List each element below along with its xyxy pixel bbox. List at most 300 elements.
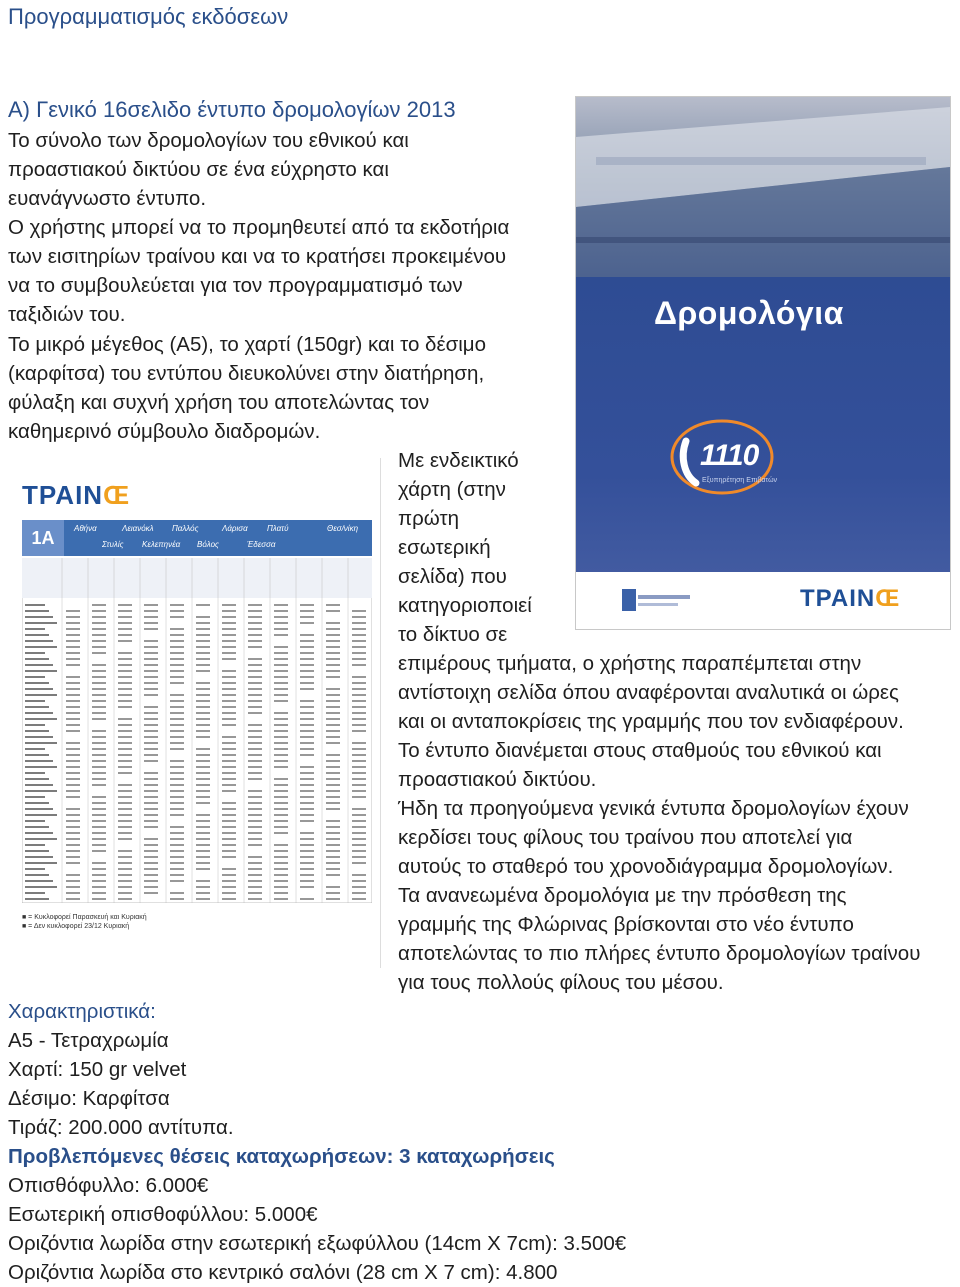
grid-cell-mark	[170, 826, 184, 828]
grid-cell-mark	[170, 670, 184, 672]
grid-row-label-mark	[25, 778, 49, 780]
grid-cell-mark	[222, 718, 236, 720]
grid-row-label-mark	[25, 646, 57, 648]
grid-cell-mark	[248, 616, 262, 618]
grid-cell-mark	[274, 742, 288, 744]
grid-cell-mark	[274, 652, 288, 654]
grid-cell-mark	[300, 874, 314, 876]
grid-cell-mark	[144, 742, 158, 744]
grid-cell-mark	[222, 772, 236, 774]
grid-cell-mark	[352, 820, 366, 822]
grid-cell-mark	[118, 832, 132, 834]
grid-cell-mark	[326, 820, 340, 822]
grid-cell-mark	[352, 694, 366, 696]
grid-cell-mark	[248, 634, 262, 636]
grid-cell-mark	[300, 790, 314, 792]
grid-cell-mark	[300, 670, 314, 672]
grid-cell-mark	[92, 772, 106, 774]
grid-cell-mark	[170, 700, 184, 702]
grid-row-label-mark	[25, 610, 49, 612]
grid-cell-mark	[196, 682, 210, 684]
grid-cell-mark	[144, 790, 158, 792]
grid-cell-mark	[248, 688, 262, 690]
grid-cell-mark	[300, 898, 314, 900]
logo-accent: Œ	[875, 585, 901, 612]
grid-cell-mark	[248, 856, 262, 858]
grid-cell-mark	[248, 700, 262, 702]
grid-cell-mark	[248, 772, 262, 774]
grid-cell-mark	[274, 736, 288, 738]
grid-cell-mark	[170, 868, 184, 870]
grid-cell-mark	[66, 850, 80, 852]
grid-cell-mark	[300, 640, 314, 642]
grid-cell-mark	[66, 634, 80, 636]
grid-cell-mark	[196, 814, 210, 816]
grid-cell-mark	[352, 730, 366, 732]
grid-cell-mark	[222, 652, 236, 654]
grid-cell-mark	[170, 862, 184, 864]
body-line: Τα ανανεωμένα δρομολόγια με την πρόσθεση της	[398, 884, 847, 907]
grid-cell-mark	[144, 694, 158, 696]
grid-cell-mark	[222, 826, 236, 828]
grid-cell-mark	[118, 808, 132, 810]
grid-cell-mark	[274, 670, 288, 672]
trainose-logo	[22, 480, 130, 511]
grid-cell-mark	[66, 862, 80, 864]
grid-cell-mark	[92, 688, 106, 690]
grid-row-label-mark	[25, 898, 49, 900]
timetable-header	[22, 520, 372, 556]
grid-cell-mark	[92, 826, 106, 828]
grid-cell-mark	[92, 760, 106, 762]
station-label: Λάρισα	[222, 524, 248, 533]
grid-cell-mark	[196, 688, 210, 690]
grid-cell-mark	[248, 832, 262, 834]
grid-row-label-mark	[25, 628, 45, 630]
grid-cell-mark	[326, 676, 340, 678]
grid-cell-mark	[144, 784, 158, 786]
cover-trainose-logo	[800, 585, 900, 613]
grid-cell-mark	[352, 766, 366, 768]
grid-cell-mark	[144, 754, 158, 756]
grid-cell-mark	[66, 628, 80, 630]
grid-row-label-mark	[25, 856, 53, 858]
grid-cell-mark	[66, 622, 80, 624]
grid-cell-mark	[170, 766, 184, 768]
grid-cell-mark	[92, 604, 106, 606]
grid-cell-mark	[66, 808, 80, 810]
body-line: ευανάγνωστο έντυπο.	[8, 187, 207, 210]
grid-cell-mark	[170, 742, 184, 744]
grid-cell-mark	[274, 622, 288, 624]
grid-cell-mark	[92, 862, 106, 864]
grid-cell-mark	[352, 640, 366, 642]
body-line: κερδίσει τους φίλους του τραίνου που αποτελεί για	[398, 826, 853, 849]
grid-cell-mark	[118, 892, 132, 894]
grid-cell-mark	[352, 808, 366, 810]
grid-cell-mark	[352, 718, 366, 720]
grid-cell-mark	[300, 850, 314, 852]
body-line: Με ενδεικτικό	[398, 449, 519, 472]
grid-cell-mark	[118, 868, 132, 870]
grid-cell-mark	[66, 772, 80, 774]
body-line: (καρφίτσα) του εντύπου διευκολύνει στην διατήρηση,	[8, 362, 485, 385]
grid-cell-mark	[352, 748, 366, 750]
grid-cell-mark	[222, 886, 236, 888]
grid-cell-mark	[222, 604, 236, 606]
grid-cell-mark	[196, 628, 210, 630]
grid-cell-mark	[144, 874, 158, 876]
grid-cell-mark	[196, 748, 210, 750]
grid-cell-mark	[300, 832, 314, 834]
grid-cell-mark	[196, 766, 210, 768]
grid-cell-mark	[248, 880, 262, 882]
grid-cell-mark	[66, 820, 80, 822]
grid-cell-mark	[118, 898, 132, 900]
grid-cell-mark	[66, 718, 80, 720]
grid-cell-mark	[300, 766, 314, 768]
grid-row-label-mark	[25, 670, 57, 672]
grid-cell-mark	[118, 604, 132, 606]
grid-cell-mark	[196, 868, 210, 870]
grid-cell-mark	[300, 784, 314, 786]
grid-cell-mark	[196, 622, 210, 624]
body-line: Ήδη τα προηγούμενα γενικά έντυπα δρομολογίων έχουν	[398, 797, 909, 820]
grid-cell-mark	[170, 610, 184, 612]
grid-cell-mark	[248, 754, 262, 756]
grid-row-label-mark	[25, 868, 45, 870]
grid-cell-mark	[326, 802, 340, 804]
grid-cell-mark	[66, 826, 80, 828]
grid-cell-mark	[248, 814, 262, 816]
grid-cell-mark	[144, 844, 158, 846]
grid-cell-mark	[92, 616, 106, 618]
grid-cell-mark	[352, 658, 366, 660]
grid-cell-mark	[196, 664, 210, 666]
grid-cell-mark	[196, 718, 210, 720]
grid-cell-mark	[326, 706, 340, 708]
grid-cell-mark	[92, 766, 106, 768]
grid-cell-mark	[170, 784, 184, 786]
grid-cell-mark	[352, 874, 366, 876]
grid-cell-mark	[144, 610, 158, 612]
grid-cell-mark	[144, 886, 158, 888]
grid-cell-mark	[300, 718, 314, 720]
grid-cell-mark	[274, 730, 288, 732]
grid-cell-mark	[118, 634, 132, 636]
grid-cell-mark	[170, 676, 184, 678]
grid-cell-mark	[118, 820, 132, 822]
grid-cell-mark	[144, 736, 158, 738]
grid-cell-mark	[326, 766, 340, 768]
grid-cell-mark	[326, 670, 340, 672]
grid-cell-mark	[326, 664, 340, 666]
grid-cell-mark	[222, 844, 236, 846]
grid-cell-mark	[352, 880, 366, 882]
grid-cell-mark	[300, 682, 314, 684]
grid-row-label-mark	[25, 766, 57, 768]
grid-cell-mark	[196, 616, 210, 618]
grid-cell-mark	[118, 688, 132, 690]
grid-cell-mark	[222, 724, 236, 726]
grid-cell-mark	[248, 760, 262, 762]
grid-cell-mark	[300, 724, 314, 726]
grid-cell-mark	[66, 616, 80, 618]
grid-cell-mark	[352, 700, 366, 702]
grid-cell-mark	[66, 682, 80, 684]
grid-cell-mark	[248, 736, 262, 738]
grid-row-label-mark	[25, 652, 45, 654]
grid-cell-mark	[326, 712, 340, 714]
grid-cell-mark	[170, 652, 184, 654]
grid-cell-mark	[170, 616, 184, 618]
grid-cell-mark	[300, 706, 314, 708]
grid-cell-mark	[222, 838, 236, 840]
grid-row-label-mark	[25, 796, 45, 798]
grid-cell-mark	[274, 712, 288, 714]
grid-cell-mark	[196, 670, 210, 672]
grid-cell-mark	[300, 604, 314, 606]
grid-cell-mark	[248, 682, 262, 684]
station-label: Πλατύ	[267, 524, 289, 533]
grid-cell-mark	[170, 658, 184, 660]
grid-cell-mark	[326, 724, 340, 726]
grid-cell-mark	[274, 850, 288, 852]
body-line: καθημερινό σύμβουλο διαδρομών.	[8, 420, 321, 443]
grid-cell-mark	[66, 688, 80, 690]
grid-cell-mark	[274, 682, 288, 684]
grid-cell-mark	[326, 628, 340, 630]
grid-cell-mark	[222, 874, 236, 876]
grid-cell-mark	[274, 778, 288, 780]
grid-cell-mark	[92, 730, 106, 732]
grid-cell-mark	[274, 796, 288, 798]
grid-cell-mark	[274, 826, 288, 828]
timetable-footnote: ■ = Κυκλοφορεί Παρασκευή και Κυριακή ■ = Δεν κυκλοφορεί 23/12 Κυριακή	[22, 914, 147, 930]
grid-cell-mark	[66, 676, 80, 678]
body-line: γραμμής της Φλώρινας βρίσκονται στο νέο έντυπο	[398, 913, 854, 936]
grid-cell-mark	[92, 784, 106, 786]
grid-cell-mark	[118, 796, 132, 798]
body-line: φύλαξη και συχνή χρήση του αποτελώντας τον	[8, 391, 430, 414]
grid-cell-mark	[300, 658, 314, 660]
grid-cell-mark	[144, 730, 158, 732]
grid-cell-mark	[196, 838, 210, 840]
body-line: για τους πολλούς φίλους του μέσου.	[398, 971, 724, 994]
grid-cell-mark	[352, 844, 366, 846]
grid-cell-mark	[196, 772, 210, 774]
grid-cell-mark	[144, 646, 158, 648]
grid-cell-mark	[352, 856, 366, 858]
grid-cell-mark	[248, 790, 262, 792]
grid-cell-mark	[196, 790, 210, 792]
station-label: Αθήνα	[74, 524, 97, 533]
grid-row-label-mark	[25, 736, 53, 738]
body-line: αυτούς το σταθερό του χρονοδιάγραμμα δρομολογίων.	[398, 855, 894, 878]
grid-cell-mark	[274, 844, 288, 846]
grid-cell-mark	[144, 772, 158, 774]
grid-cell-mark	[196, 634, 210, 636]
grid-cell-mark	[248, 874, 262, 876]
grid-cell-mark	[326, 886, 340, 888]
grid-cell-mark	[300, 838, 314, 840]
grid-cell-mark	[274, 814, 288, 816]
grid-cell-mark	[196, 640, 210, 642]
ad-item: Οπισθόφυλλο: 6.000€	[8, 1174, 209, 1197]
grid-row-label-mark	[25, 604, 45, 606]
grid-cell-mark	[92, 820, 106, 822]
grid-cell-mark	[326, 658, 340, 660]
grid-cell-mark	[144, 652, 158, 654]
grid-cell-mark	[92, 886, 106, 888]
grid-cell-mark	[66, 652, 80, 654]
specs-heading: Χαρακτηριστικά:	[8, 1000, 156, 1023]
grid-row-label-mark	[25, 832, 53, 834]
grid-cell-mark	[274, 688, 288, 690]
grid-cell-mark	[352, 616, 366, 618]
cover-phone-subtitle: Εξυπηρέτηση Επιβατών	[702, 477, 778, 484]
grid-cell-mark	[352, 862, 366, 864]
grid-cell-mark	[326, 688, 340, 690]
grid-cell-mark	[222, 760, 236, 762]
grid-cell-mark	[300, 616, 314, 618]
grid-cell-mark	[170, 628, 184, 630]
grid-row-label-mark	[25, 826, 49, 828]
grid-cell-mark	[196, 736, 210, 738]
grid-cell-mark	[144, 658, 158, 660]
grid-row-label-mark	[25, 808, 53, 810]
grid-cell-mark	[170, 814, 184, 816]
grid-row-label-mark	[25, 850, 49, 852]
body-line: των εισιτηρίων τραίνου και να το κρατήσει προκειμένου	[8, 245, 507, 268]
grid-row-label-mark	[25, 742, 57, 744]
grid-cell-mark	[300, 634, 314, 636]
grid-cell-mark	[66, 664, 80, 666]
grid-cell-mark	[196, 898, 210, 900]
grid-cell-mark	[66, 856, 80, 858]
grid-row-label-mark	[25, 862, 57, 864]
grid-cell-mark	[274, 832, 288, 834]
grid-cell-mark	[118, 874, 132, 876]
grid-cell-mark	[144, 820, 158, 822]
grid-cell-mark	[144, 856, 158, 858]
grid-cell-mark	[300, 742, 314, 744]
grid-cell-mark	[274, 760, 288, 762]
grid-cell-mark	[118, 880, 132, 882]
grid-cell-mark	[66, 754, 80, 756]
spec-item: Α5 - Τετραχρωμία	[8, 1029, 169, 1052]
grid-cell-mark	[352, 778, 366, 780]
ministry-logo-icon	[622, 587, 692, 615]
grid-cell-mark	[274, 634, 288, 636]
grid-cell-mark	[248, 868, 262, 870]
ad-item: Οριζόντια λωρίδα στην εσωτερική εξωφύλλου (14cm X 7cm): 3.500€	[8, 1232, 627, 1255]
grid-row-label-mark	[25, 676, 45, 678]
grid-cell-mark	[170, 838, 184, 840]
body-line: προαστιακού δικτύου.	[398, 768, 597, 791]
grid-cell-mark	[118, 742, 132, 744]
grid-cell-mark	[352, 706, 366, 708]
grid-cell-mark	[92, 670, 106, 672]
grid-cell-mark	[196, 796, 210, 798]
grid-cell-mark	[144, 718, 158, 720]
grid-row-label-mark	[25, 754, 49, 756]
grid-cell-mark	[170, 874, 184, 876]
grid-cell-mark	[326, 736, 340, 738]
station-label: Λειανόκλ	[122, 524, 154, 533]
grid-cell-mark	[300, 652, 314, 654]
grid-cell-mark	[300, 820, 314, 822]
station-label: Έδεσσα	[247, 540, 276, 549]
grid-cell-mark	[92, 610, 106, 612]
grid-cell-mark	[118, 784, 132, 786]
logo-text: ΤΡΑΙΝ	[800, 585, 876, 612]
grid-cell-mark	[326, 862, 340, 864]
grid-cell-mark	[326, 742, 340, 744]
grid-row-label-mark	[25, 682, 49, 684]
grid-cell-mark	[144, 664, 158, 666]
cover-title: Δρομολόγια	[654, 295, 844, 331]
grid-cell-mark	[300, 754, 314, 756]
grid-cell-mark	[66, 892, 80, 894]
grid-cell-mark	[352, 688, 366, 690]
grid-cell-mark	[170, 856, 184, 858]
grid-cell-mark	[144, 628, 158, 630]
grid-cell-mark	[222, 898, 236, 900]
grid-cell-mark	[352, 838, 366, 840]
grid-cell-mark	[144, 622, 158, 624]
grid-cell-mark	[300, 886, 314, 888]
grid-cell-mark	[66, 886, 80, 888]
body-line: σελίδα) που	[398, 565, 507, 588]
grid-cell-mark	[196, 694, 210, 696]
grid-cell-mark	[222, 646, 236, 648]
grid-cell-mark	[92, 646, 106, 648]
grid-cell-mark	[274, 856, 288, 858]
grid-cell-mark	[196, 820, 210, 822]
grid-cell-mark	[196, 658, 210, 660]
grid-cell-mark	[274, 874, 288, 876]
grid-cell-mark	[326, 622, 340, 624]
grid-cell-mark	[326, 772, 340, 774]
grid-cell-mark	[274, 808, 288, 810]
grid-cell-mark	[326, 868, 340, 870]
grid-cell-mark	[92, 778, 106, 780]
grid-cell-mark	[118, 862, 132, 864]
grid-cell-mark	[66, 706, 80, 708]
grid-cell-mark	[222, 688, 236, 690]
grid-cell-mark	[170, 850, 184, 852]
grid-cell-mark	[326, 700, 340, 702]
grid-cell-mark	[352, 814, 366, 816]
grid-cell-mark	[92, 634, 106, 636]
grid-cell-mark	[118, 706, 132, 708]
grid-cell-mark	[92, 898, 106, 900]
grid-cell-mark	[352, 772, 366, 774]
grid-row-label-mark	[25, 790, 57, 792]
ad-item: Οριζόντια λωρίδα στο κεντρικό σαλόνι (28 cm X 7 cm): 4.800	[8, 1261, 558, 1284]
grid-cell-mark	[92, 676, 106, 678]
grid-row-label-mark	[25, 712, 53, 714]
grid-cell-mark	[66, 700, 80, 702]
grid-cell-mark	[248, 862, 262, 864]
grid-cell-mark	[274, 820, 288, 822]
grid-cell-mark	[118, 802, 132, 804]
grid-cell-mark	[66, 814, 80, 816]
grid-cell-mark	[222, 748, 236, 750]
grid-cell-mark	[248, 604, 262, 606]
grid-cell-mark	[92, 628, 106, 630]
